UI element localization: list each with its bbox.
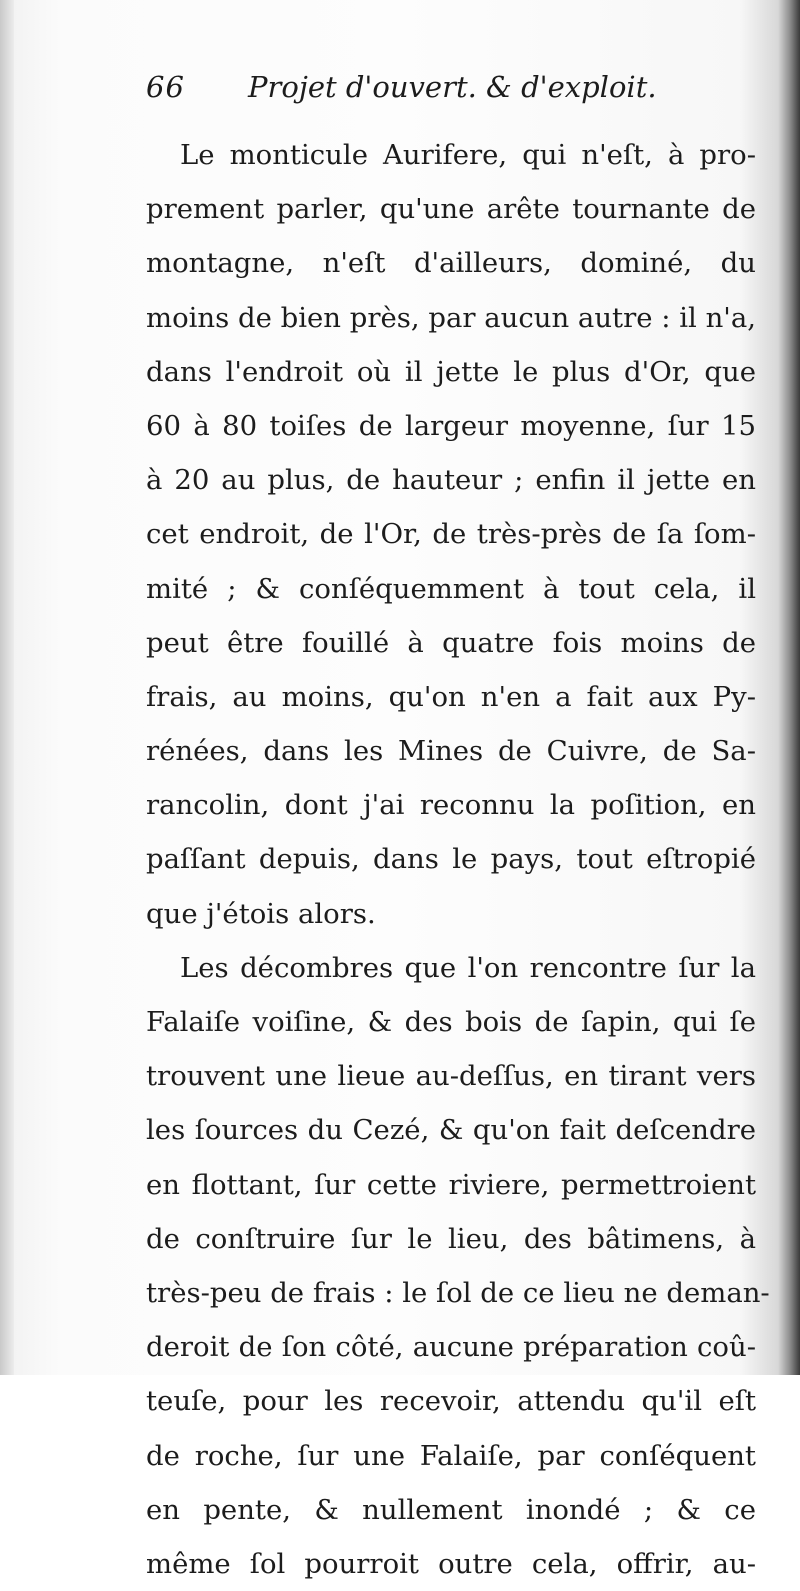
page-header — [146, 66, 766, 122]
text-line: que j'étois alors. — [146, 897, 376, 930]
text-line: très-peu de frais : le ſol de ce lieu ne deman- — [146, 1276, 770, 1309]
text-line: cet endroit, de l'Or, de très-près de ſa ſom- — [146, 518, 756, 551]
text-line: de roche, ſur une Falaiſe, par conſéquent — [146, 1439, 756, 1472]
paragraph-2 — [146, 941, 770, 1591]
running-title: Projet d'ouvert. & d'exploit. — [248, 70, 657, 104]
text-line: rénées, dans les Mines de Cuivre, de Sa- — [146, 735, 756, 768]
text-line: 60 à 80 toiſes de largeur moyenne, ſur 15 — [146, 409, 756, 442]
text-line: montagne, n'eſt d'ailleurs, dominé, du — [146, 247, 756, 280]
text-line: prement parler, qu'une arête tournante de — [146, 193, 756, 226]
paragraph-1 — [146, 128, 756, 941]
text-line: trouvent une lieue au-deſſus, en tirant vers — [146, 1060, 756, 1093]
text-line: en flottant, ſur cette riviere, permettroient — [146, 1168, 756, 1201]
page-number: 66 — [146, 70, 185, 104]
text-line: de conſtruire ſur le lieu, des bâtimens, à — [146, 1222, 756, 1255]
text-line: Falaiſe voiſine, & des bois de ſapin, qui ſe — [146, 1006, 756, 1038]
text-line: paſſant depuis, dans le pays, tout eſtropié — [146, 843, 756, 876]
page-gutter — [0, 0, 14, 1375]
text-line: rancolin, dont j'ai reconnu la poſition, en — [146, 789, 756, 822]
text-line: Les décombres que l'on rencontre ſur la — [180, 951, 756, 984]
text-line: à 20 au plus, de hauteur ; enfin il jette en — [146, 464, 756, 497]
body-text — [146, 128, 770, 1591]
text-line: même ſol pourroit outre cela, offrir, au- — [146, 1547, 756, 1580]
text-line: Le monticule Aurifere, qui n'eſt, à pro- — [180, 139, 756, 171]
text-line: frais, au moins, qu'on n'en a fait aux Py- — [146, 680, 756, 713]
text-line: teuſe, pour les recevoir, attendu qu'il eſt — [146, 1385, 756, 1418]
text-line: les ſources du Cezé, & qu'on fait deſcendre — [146, 1114, 756, 1147]
text-line: deroit de ſon côté, aucune préparation coû- — [146, 1331, 756, 1364]
text-line: peut être fouillé à quatre fois moins de — [146, 626, 756, 659]
text-line: dans l'endroit où il jette le plus d'Or, que — [146, 355, 756, 388]
text-line: moins de bien près, par aucun autre : il n'a, — [146, 301, 756, 334]
text-line: en pente, & nullement inondé ; & ce — [146, 1493, 756, 1526]
text-line: mité ; & conſéquemment à tout cela, il — [146, 572, 756, 605]
